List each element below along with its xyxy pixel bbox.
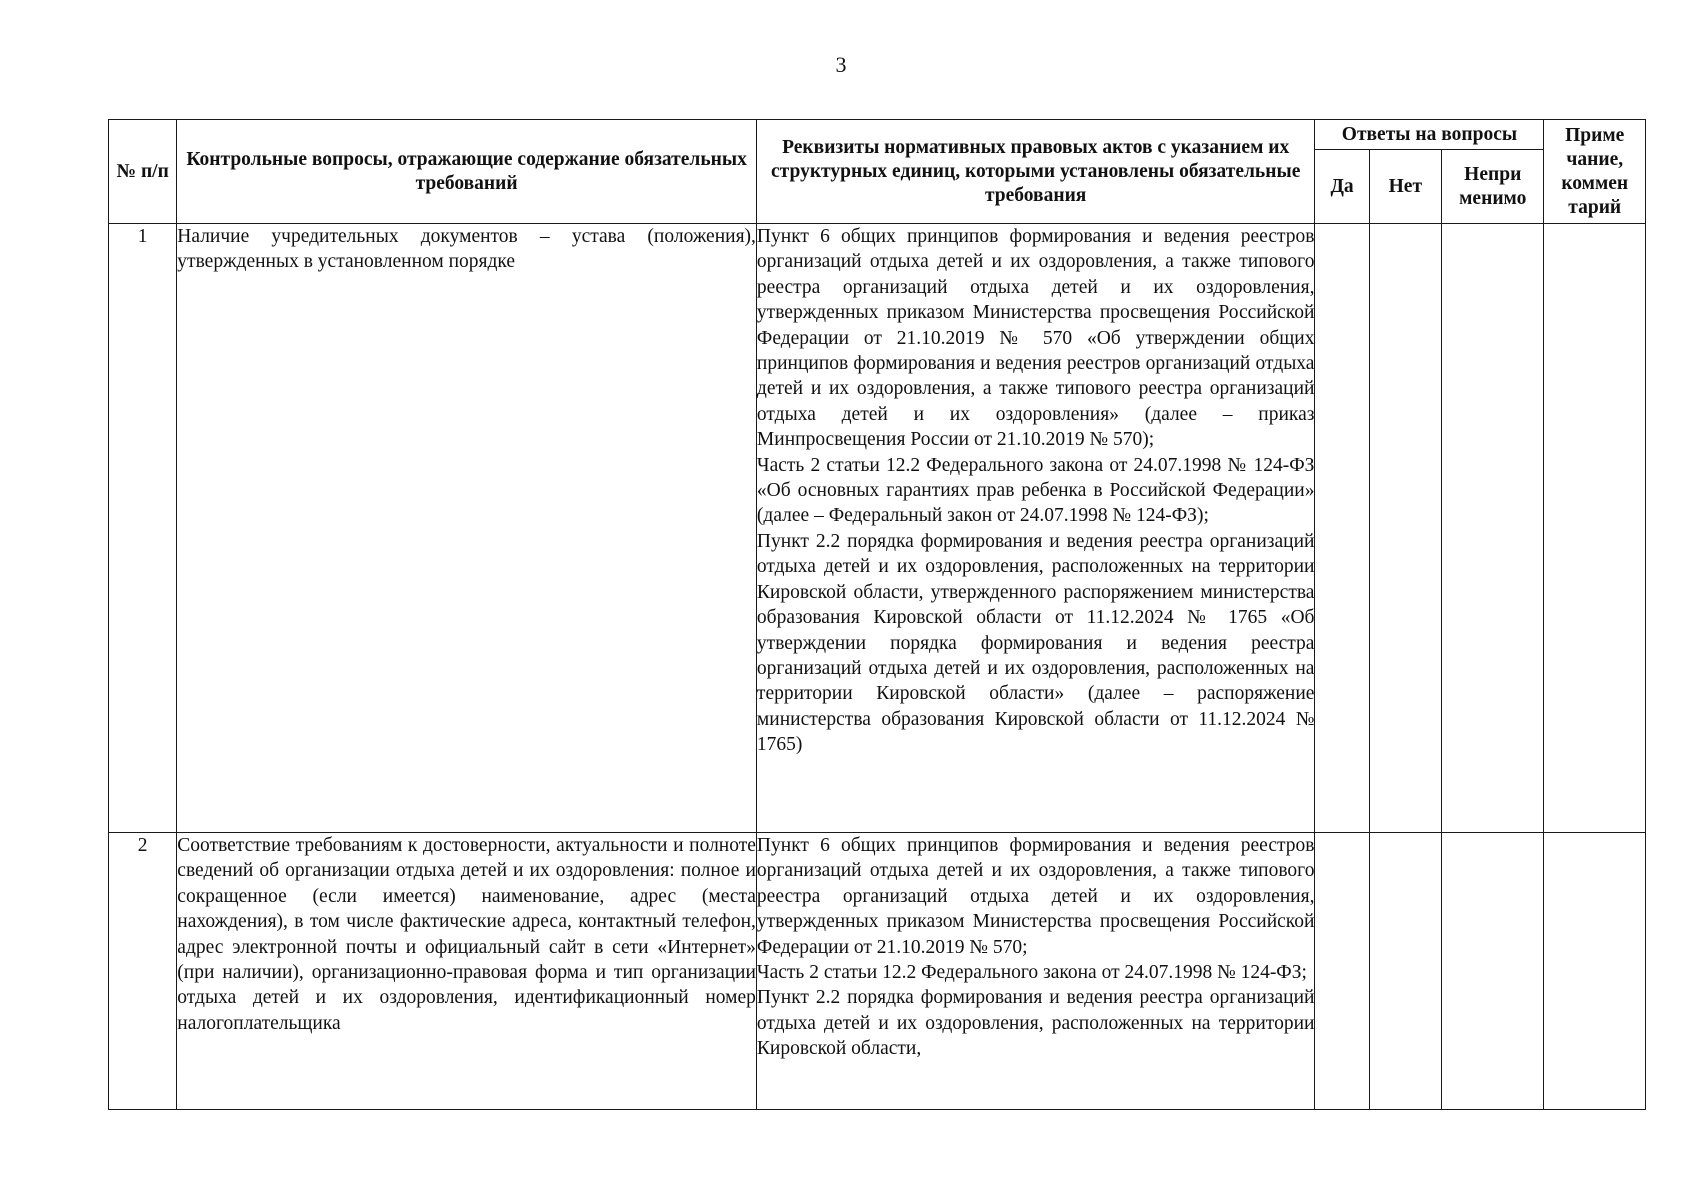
answer-yes-cell[interactable] [1315, 833, 1369, 1110]
legal-requisites [756, 833, 1315, 1110]
header-note: Приме чание, коммен тарий [1544, 120, 1646, 224]
header-question: Контрольные вопросы, отражающие содержание обязательных требований [177, 120, 757, 224]
header-yes: Да [1315, 150, 1369, 224]
requisite-paragraph: Часть 2 статьи 12.2 Федерального закона от 24.07.1998 № 124-ФЗ; [756, 962, 1307, 984]
table-row [109, 833, 1646, 1110]
header-num: № п/п [109, 120, 177, 224]
table-row [109, 224, 1646, 833]
answer-no-cell[interactable] [1369, 224, 1441, 833]
header-answers-group: Ответы на вопросы [1315, 120, 1544, 150]
note-cell[interactable] [1544, 224, 1646, 833]
legal-requisites [756, 224, 1315, 833]
requisite-paragraph: Пункт 2.2 порядка формирования и ведения реестра организаций отдыха детей и их оздоровления, расположенных на территории Кировской области, утвержденного распоряжением министерства образования Кировской области от 11.12.2024 № 1765 «Об утверждении порядка формирования и ведения реестра организаций отдыха детей и их оздоровления, расположенных на территории Кировской области» (далее – распоряжение министерства образования Кировской области от 11.12.2024 № 1765) [756, 530, 1315, 756]
requisite-paragraph: Часть 2 статьи 12.2 Федерального закона от 24.07.1998 № 124-ФЗ «Об основных гарантиях прав ребенка в Российской Федерации» (далее – Федеральный закон от 24.07.1998 № 124-ФЗ); [756, 454, 1315, 527]
row-number: 1 [109, 224, 177, 833]
answer-not-applicable-cell[interactable] [1442, 833, 1544, 1110]
requisite-paragraph: Пункт 6 общих принципов формирования и ведения реестров организаций отдыха детей и их оздоровления, а также типового реестра организаций отдыха детей и их оздоровления, утвержденных приказом Министерства просвещения Российской Федерации от 21.10.2019 № 570; [756, 835, 1315, 958]
answer-no-cell[interactable] [1369, 833, 1441, 1110]
row-number: 2 [109, 833, 177, 1110]
page-number: 3 [835, 52, 847, 77]
header-no: Нет [1369, 150, 1441, 224]
requirements-table [108, 119, 1646, 1110]
answer-not-applicable-cell[interactable] [1442, 224, 1544, 833]
header-requisites: Реквизиты нормативных правовых актов с указанием их структурных единиц, которыми установлены обязательные требования [756, 120, 1315, 224]
control-question: Наличие учредительных документов – устава (положения), утвержденных в установленном порядке [177, 224, 757, 833]
answer-yes-cell[interactable] [1315, 224, 1369, 833]
note-cell[interactable] [1544, 833, 1646, 1110]
header-not-applicable: Непри менимо [1442, 150, 1544, 224]
requisite-paragraph: Пункт 2.2 порядка формирования и ведения реестра организаций отдыха детей и их оздоровления, расположенных на территории Кировской области, [756, 987, 1315, 1060]
control-question: Соответствие требованиям к достоверности, актуальности и полноте сведений об организации отдыха детей и их оздоровления: полное и сокращенное (если имеется) наименование, адрес (места нахождения), в том числе фактические адреса, контактный телефон, адрес электронной почты и официальный сайт в сети «Интернет» (при наличии), организационно-правовая форма и тип организации отдыха детей и их оздоровления, идентификационный номер налогоплательщика [177, 833, 757, 1110]
requisite-paragraph: Пункт 6 общих принципов формирования и ведения реестров организаций отдыха детей и их оздоровления, а также типового реестра организаций отдыха детей и их оздоровления, утвержденных приказом Министерства просвещения Российской Федерации от 21.10.2019 № 570 «Об утверждении общих принципов формирования и ведения реестров организаций отдыха детей и их оздоровления, а также типового реестра организаций отдыха детей и их оздоровления» (далее – приказ Минпросвещения России от 21.10.2019 № 570); [756, 226, 1315, 451]
